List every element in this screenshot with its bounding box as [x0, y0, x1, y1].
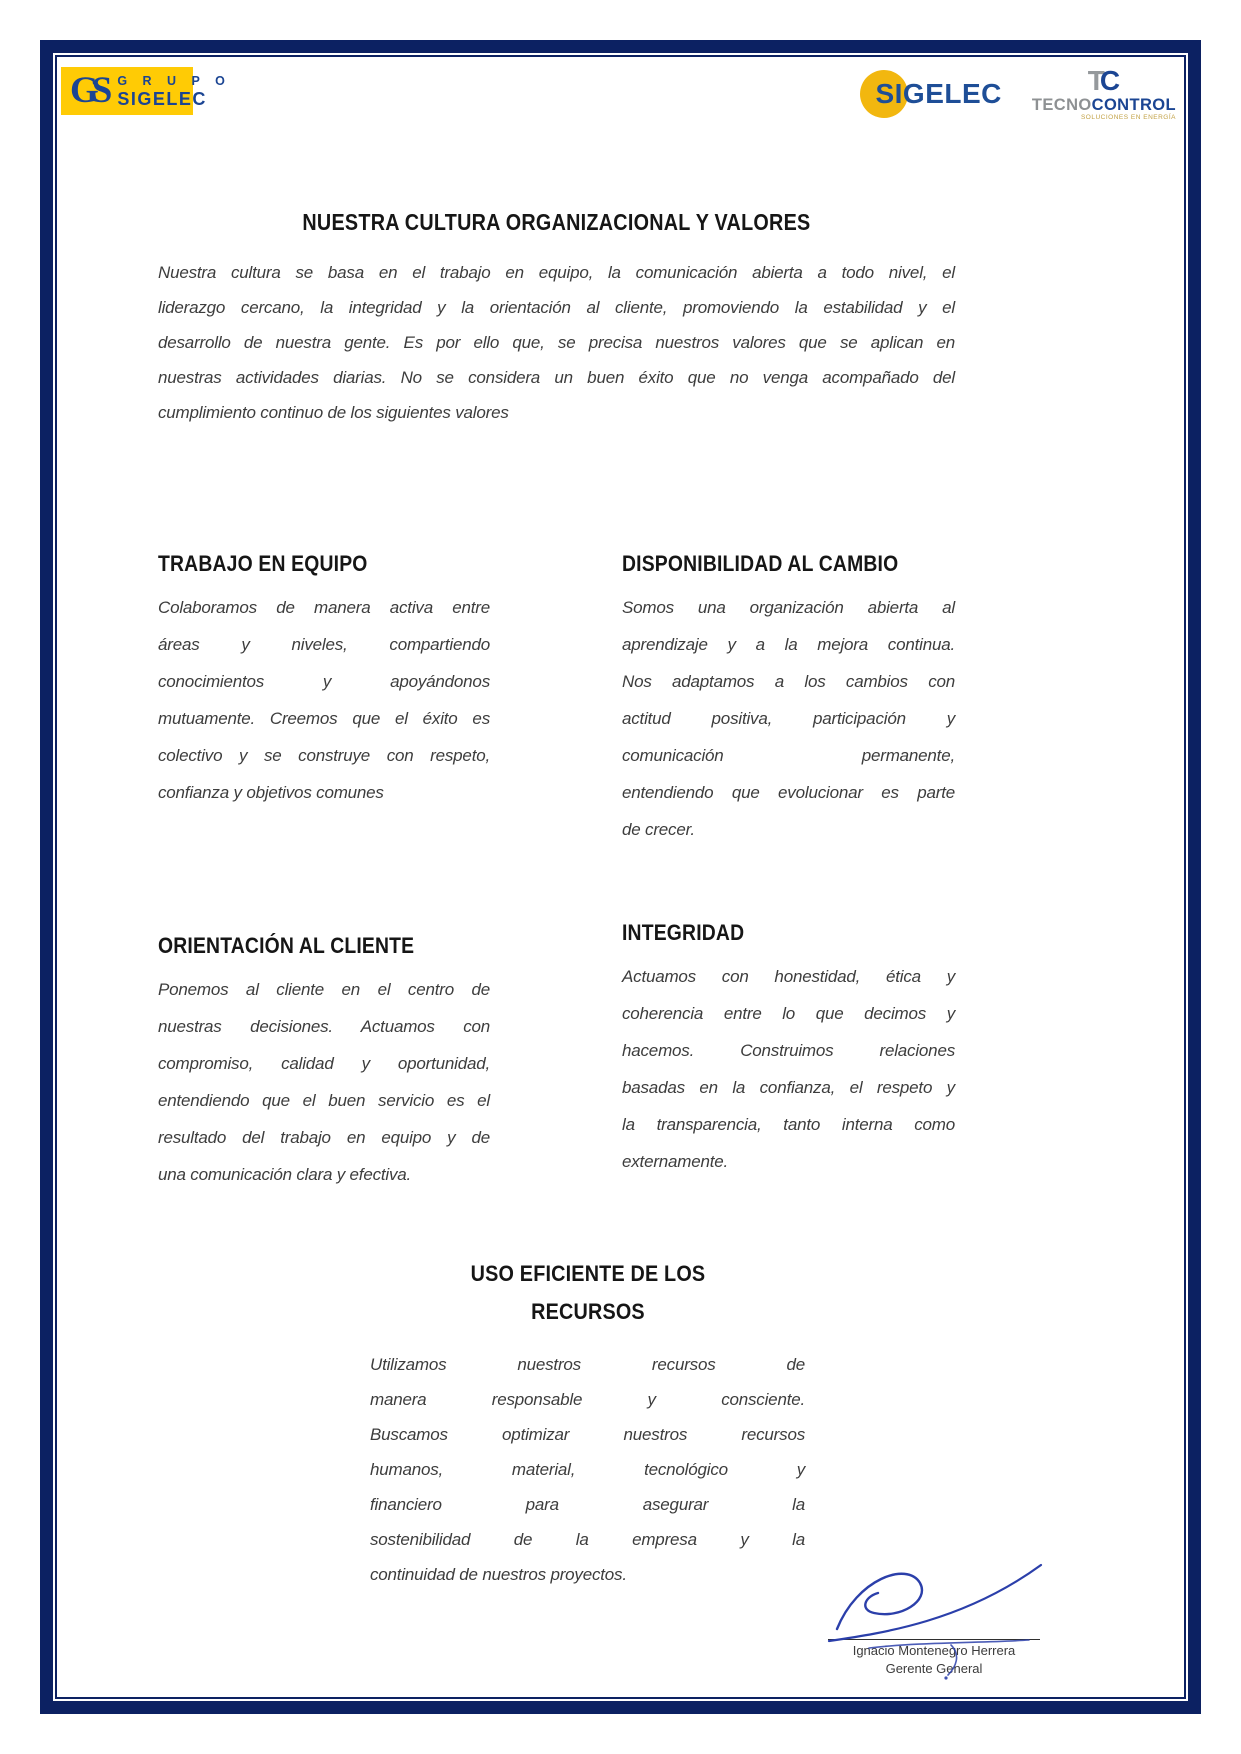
signature-role: Gerente General	[885, 1661, 983, 1676]
text-line: sostenibilidad de la empresa y la	[370, 1530, 805, 1549]
text-line: la transparencia, tanto interna como	[622, 1115, 955, 1134]
grupo-sigelec-logo	[61, 67, 231, 115]
sigelec-logo-text: SIGELEC	[875, 78, 1002, 109]
text-line: comunicación permanente,	[622, 746, 955, 765]
tecnocontrol-tagline: SOLUCIONES EN ENERGÍA	[1080, 113, 1176, 121]
text-line: externamente.	[622, 1152, 729, 1171]
text-line: basadas en la confianza, el respeto y	[622, 1078, 955, 1097]
text-line: nuestras decisiones. Actuamos con	[158, 1017, 490, 1036]
section-orientacion-al-cliente	[158, 933, 490, 1193]
text-line: Somos una organización abierta al	[622, 598, 955, 617]
text-line: una comunicación clara y efectiva.	[158, 1165, 412, 1184]
sigelec-logo	[860, 67, 1001, 123]
text-line: Utilizamos nuestros recursos de	[370, 1355, 805, 1374]
header-logos-right	[860, 67, 1176, 123]
tecnocontrol-logo-text	[1032, 97, 1176, 114]
tecnocontrol-text-gray: TECNO	[1031, 96, 1092, 114]
tecnocontrol-text-blue: CONTROL	[1091, 96, 1176, 114]
section-disponibilidad-al-cambio	[622, 551, 955, 848]
text-line: entendiendo que evolucionar es parte	[622, 783, 955, 802]
text-line: de crecer.	[622, 820, 695, 839]
page-title: NUESTRA CULTURA ORGANIZACIONAL Y VALORES	[302, 209, 811, 235]
section-heading: INTEGRIDAD	[622, 920, 745, 945]
text-line: confianza y objetivos comunes	[158, 783, 384, 802]
tecnocontrol-logo	[1032, 67, 1176, 121]
gs-logo-grupo: G R U P O	[117, 73, 231, 88]
section-body	[158, 589, 490, 811]
values-column-right	[622, 551, 955, 1193]
intro-paragraph	[158, 255, 955, 430]
text-line: actitud positiva, participación y	[622, 709, 955, 728]
gs-logo-text	[117, 74, 231, 109]
text-line: Nuestra cultura se basa en el trabajo en equipo, la comunicación abierta a todo nivel, el	[158, 263, 955, 282]
signature-block	[815, 1555, 1053, 1678]
gs-logo-sigelec: SIGELEC	[117, 88, 207, 109]
tc-mark-t: T	[1087, 65, 1105, 96]
text-line: conocimientos y apoyándonos	[158, 672, 490, 691]
text-line: coherencia entre lo que decimos y	[622, 1004, 955, 1023]
text-line: colectivo y se construye con respeto,	[158, 746, 490, 765]
text-line: Nos adaptamos a los cambios con	[622, 672, 955, 691]
text-line: mutuamente. Creemos que el éxito es	[158, 709, 490, 728]
text-line: Buscamos optimizar nuestros recursos	[370, 1425, 805, 1444]
signature-line	[828, 1639, 1040, 1640]
section-trabajo-en-equipo	[158, 551, 490, 811]
signature-name: Ignacio Montenegro Herrera	[852, 1643, 1016, 1658]
text-line: nuestras actividades diarias. No se considera un buen éxito que no venga acompañado del	[158, 368, 955, 387]
text-line: financiero para asegurar la	[370, 1495, 805, 1514]
section-body	[622, 958, 955, 1180]
text-line: Colaboramos de manera activa entre	[158, 598, 490, 617]
text-line: desarrollo de nuestra gente. Es por ello que, se precisa nuestros valores que se aplican en	[158, 333, 955, 352]
section-body	[370, 1347, 805, 1592]
tc-monogram-icon	[1088, 67, 1120, 95]
text-line: Ponemos al cliente en el centro de	[158, 980, 490, 999]
section-heading	[448, 1255, 728, 1331]
section-body	[158, 971, 490, 1193]
text-line: áreas y niveles, compartiendo	[158, 635, 490, 654]
text-line: cumplimiento continuo de los siguientes valores	[158, 403, 509, 422]
text-line: humanos, material, tecnológico y	[370, 1460, 805, 1479]
values-column-left	[158, 551, 490, 1193]
section-heading: TRABAJO EN EQUIPO	[158, 551, 368, 576]
section-heading: ORIENTACIÓN AL CLIENTE	[158, 933, 415, 958]
text-line: hacemos. Construimos relaciones	[622, 1041, 955, 1060]
text-line: manera responsable y consciente.	[370, 1390, 805, 1409]
text-line: entendiendo que el buen servicio es el	[158, 1091, 490, 1110]
text-line: compromiso, calidad y oportunidad,	[158, 1054, 490, 1073]
text-line: aprendizaje y a la mejora continua.	[622, 635, 955, 654]
section-integridad	[622, 920, 955, 1180]
section-heading: DISPONIBILIDAD AL CAMBIO	[622, 551, 899, 576]
header-logos	[61, 67, 1176, 123]
section-uso-eficiente-recursos	[370, 1255, 805, 1592]
text-line: Actuamos con honestidad, ética y	[622, 967, 955, 986]
section-heading-text: USO EFICIENTE DE LOS RECURSOS	[470, 1261, 705, 1324]
text-line: continuidad de nuestros proyectos.	[370, 1565, 627, 1584]
page-content	[59, 59, 1182, 1695]
page-title-wrap	[158, 209, 955, 236]
tc-mark-c: C	[1099, 65, 1121, 96]
section-body	[622, 589, 955, 848]
text-line: liderazgo cercano, la integridad y la orientación al cliente, promoviendo la estabilidad y el	[158, 298, 955, 317]
gs-monogram-icon: GS	[70, 70, 106, 111]
text-line: resultado del trabajo en equipo y de	[158, 1128, 490, 1147]
values-columns	[158, 551, 955, 1193]
